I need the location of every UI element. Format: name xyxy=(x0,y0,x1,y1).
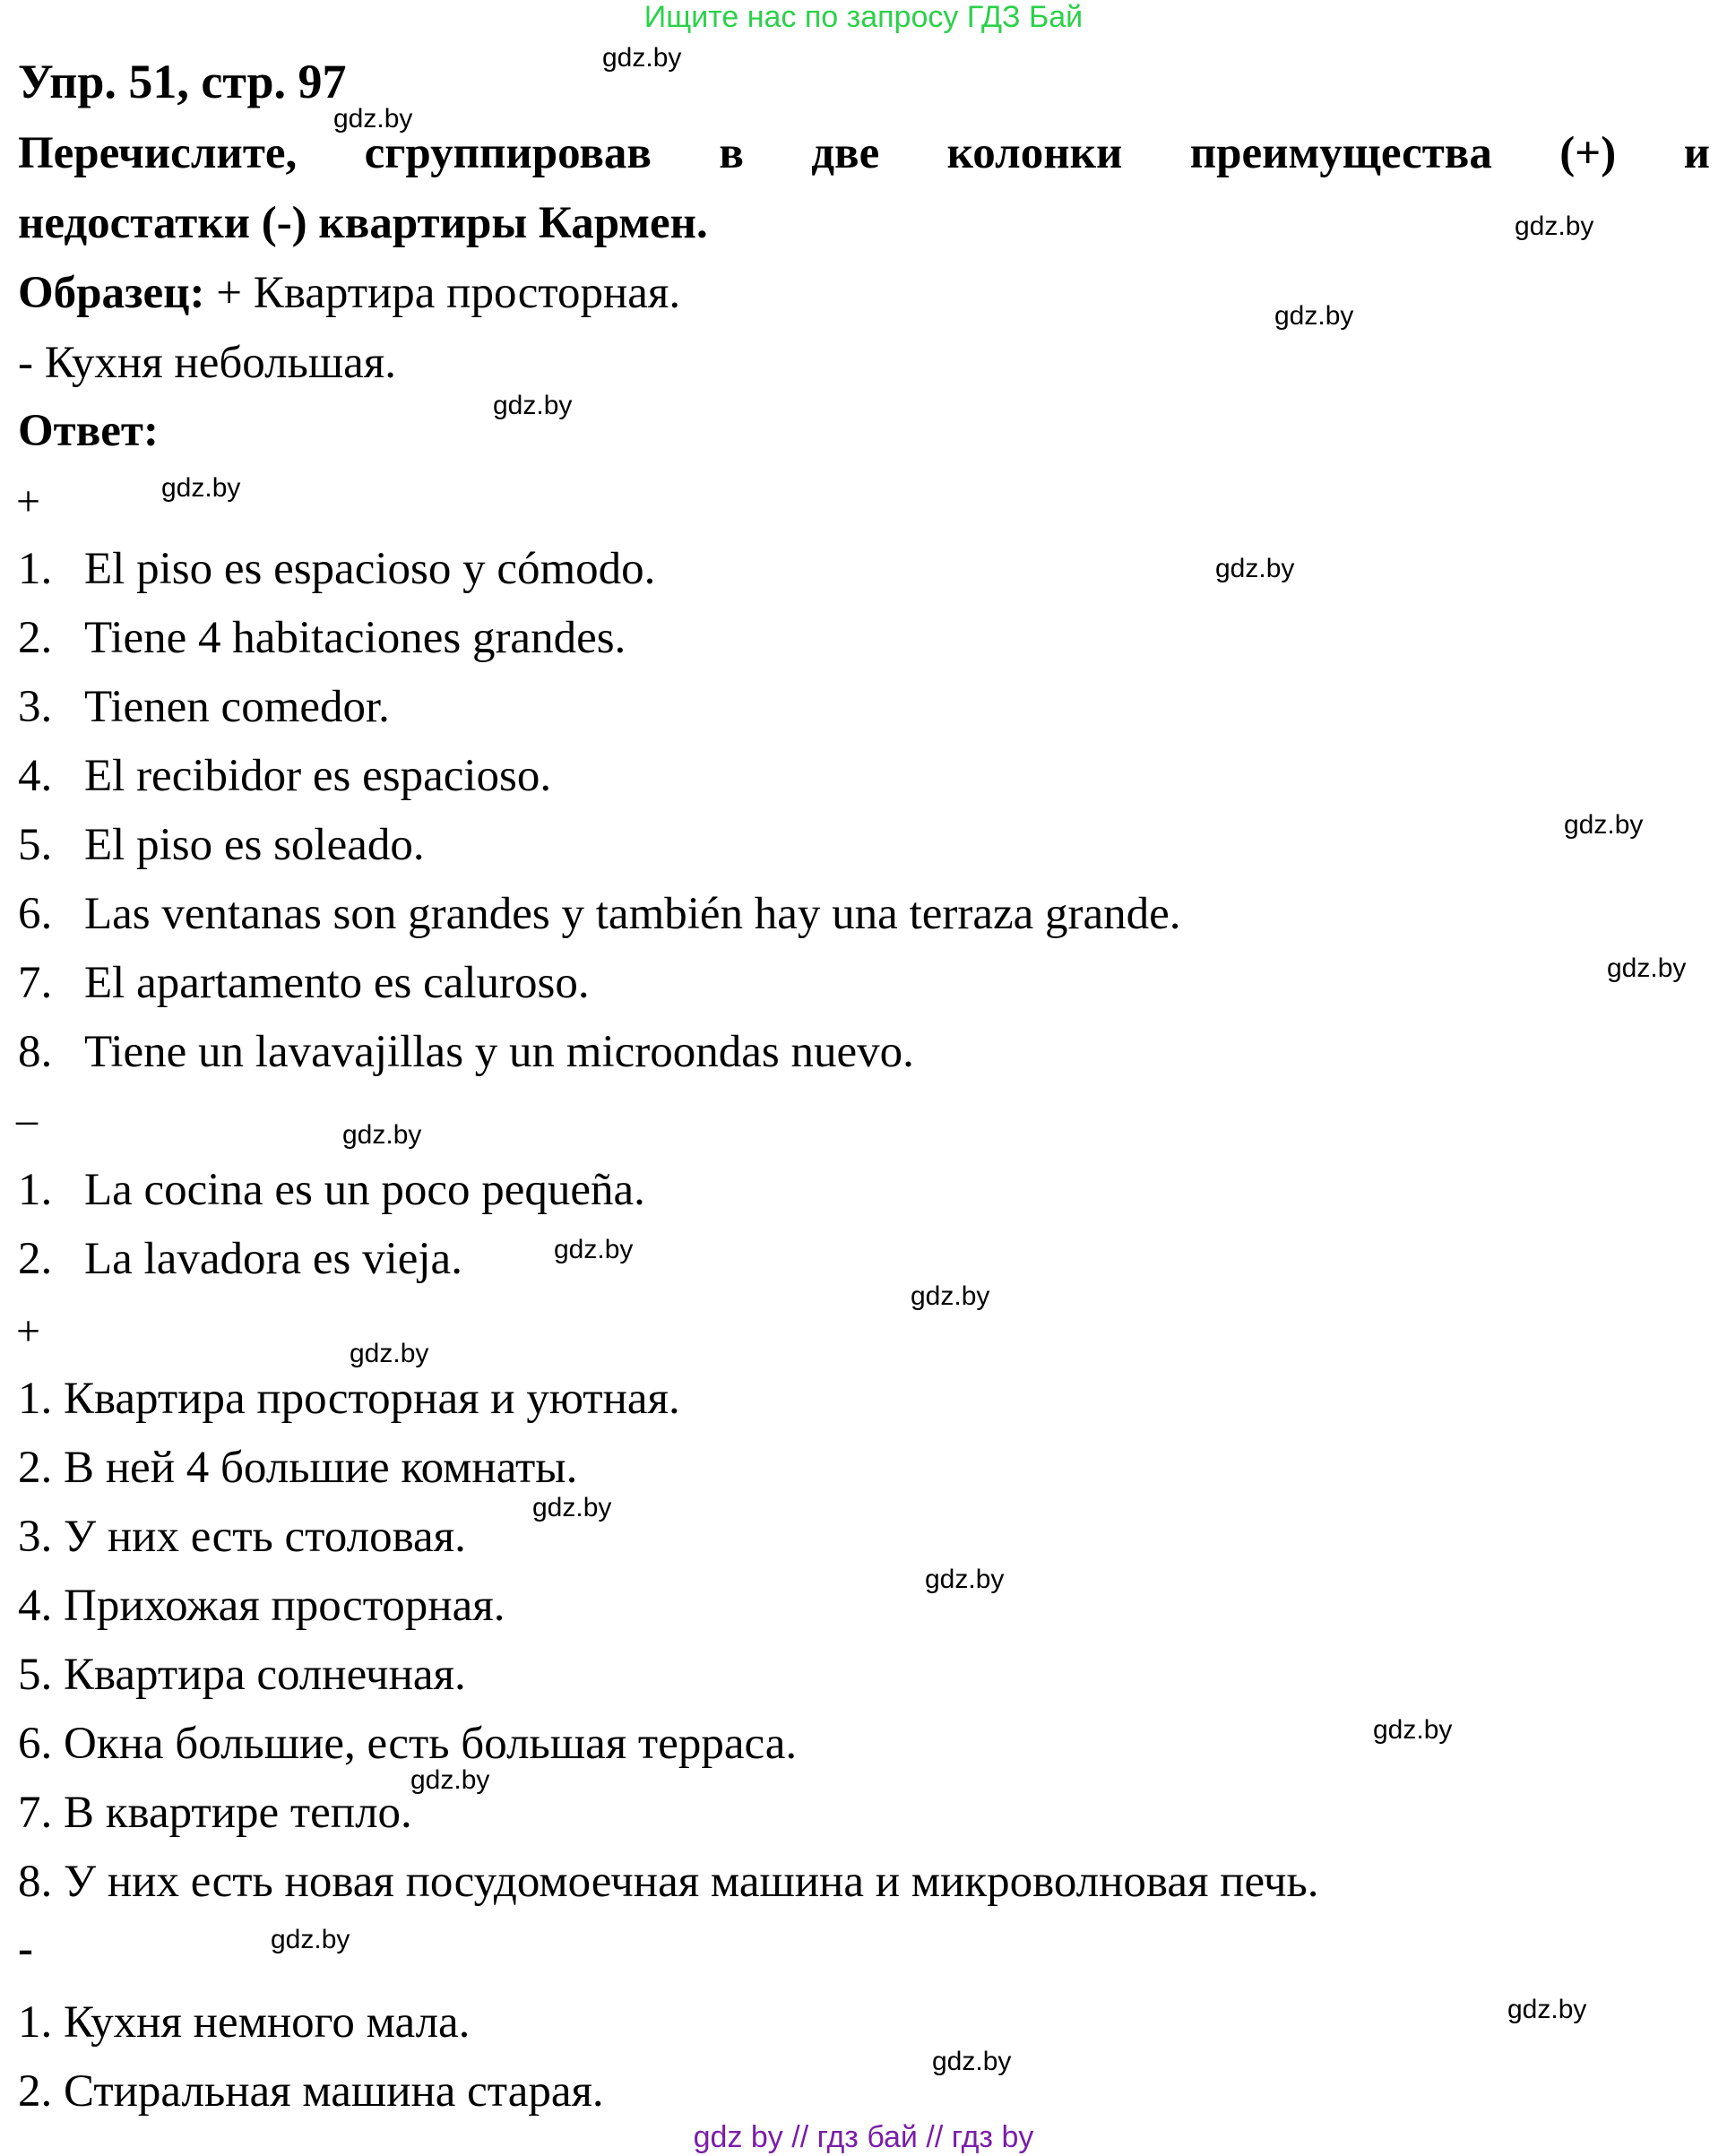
watermark: gdz.by xyxy=(271,1925,350,1954)
watermark: gdz.by xyxy=(1607,953,1687,983)
list-item: 1. Квартира просторная и уютная. xyxy=(18,1374,680,1424)
minus-marker: – xyxy=(16,1096,38,1143)
list-item: 6. Окна большие, есть большая терраса. xyxy=(18,1719,798,1769)
list-item: 2. Стиральная машина старая. xyxy=(18,2066,604,2117)
watermark: gdz.by xyxy=(333,104,413,134)
watermark: gdz.by xyxy=(554,1235,634,1264)
list-item: 1. Кухня немного мала. xyxy=(18,1997,471,2048)
list-item: 5. El piso es soleado. xyxy=(18,820,425,870)
list-item: 3. У них есть столовая. xyxy=(18,1512,466,1562)
list-item: 6. Las ventanas son grandes y también hay una terraza grande. xyxy=(18,889,1181,939)
example-line-2: - Кухня небольшая. xyxy=(18,338,396,388)
watermark: gdz.by xyxy=(410,1765,490,1795)
watermark: gdz.by xyxy=(1215,554,1295,583)
example-text-1: + Квартира просторная. xyxy=(204,268,681,318)
watermark: gdz.by xyxy=(342,1120,422,1150)
list-item: 5. Квартира солнечная. xyxy=(18,1650,466,1700)
list-item: 2. В ней 4 большие комнаты. xyxy=(18,1443,578,1493)
list-item: 4. Прихожая просторная. xyxy=(18,1581,505,1631)
list-item: 8. Tiene un lavavajillas y un microondas nuevo. xyxy=(18,1027,914,1077)
watermark: gdz.by xyxy=(602,43,682,73)
watermark: gdz.by xyxy=(932,2047,1012,2076)
footer-links: gdz by // гдз бай // гдз by xyxy=(693,2120,1034,2154)
answer-label: Ответ: xyxy=(18,406,159,456)
example-label: Образец: xyxy=(18,268,205,318)
task-line-1: Перечислите, сгруппировав в две колонки преимущества (+) и xyxy=(18,128,1710,178)
minus-marker: - xyxy=(18,1924,33,1974)
list-item: 2. Tiene 4 habitaciones grandes. xyxy=(18,613,626,663)
list-item: 4. El recibidor es espacioso. xyxy=(18,751,552,801)
list-item: 2. La lavadora es vieja. xyxy=(18,1234,462,1284)
top-banner: Ищите нас по запросу ГДЗ Бай xyxy=(643,0,1084,34)
plus-marker: + xyxy=(16,478,41,525)
watermark: gdz.by xyxy=(911,1281,990,1311)
plus-marker: + xyxy=(16,1307,41,1355)
watermark: gdz.by xyxy=(1507,1995,1587,2024)
list-item: 7. В квартире тепло. xyxy=(18,1788,412,1838)
watermark: gdz.by xyxy=(1274,301,1354,331)
watermark: gdz.by xyxy=(161,473,241,503)
watermark: gdz.by xyxy=(1564,810,1644,840)
watermark: gdz.by xyxy=(493,391,573,420)
list-item: 3. Tienen comedor. xyxy=(18,682,390,732)
watermark: gdz.by xyxy=(1373,1715,1453,1745)
watermark: gdz.by xyxy=(1515,211,1594,241)
watermark: gdz.by xyxy=(350,1339,429,1368)
watermark: gdz.by xyxy=(532,1493,612,1522)
task-line-2: недостатки (-) квартиры Кармен. xyxy=(18,198,708,248)
example-line-1 xyxy=(18,268,681,318)
list-item: 8. У них есть новая посудомоечная машина и микроволновая печь. xyxy=(18,1857,1319,1907)
list-item: 1. El piso es espacioso y cómodo. xyxy=(18,544,656,594)
list-item: 7. El apartamento es caluroso. xyxy=(18,958,590,1008)
exercise-title: Упр. 51, стр. 97 xyxy=(18,55,347,108)
watermark: gdz.by xyxy=(925,1565,1005,1594)
list-item: 1. La cocina es un poco pequeña. xyxy=(18,1165,645,1215)
